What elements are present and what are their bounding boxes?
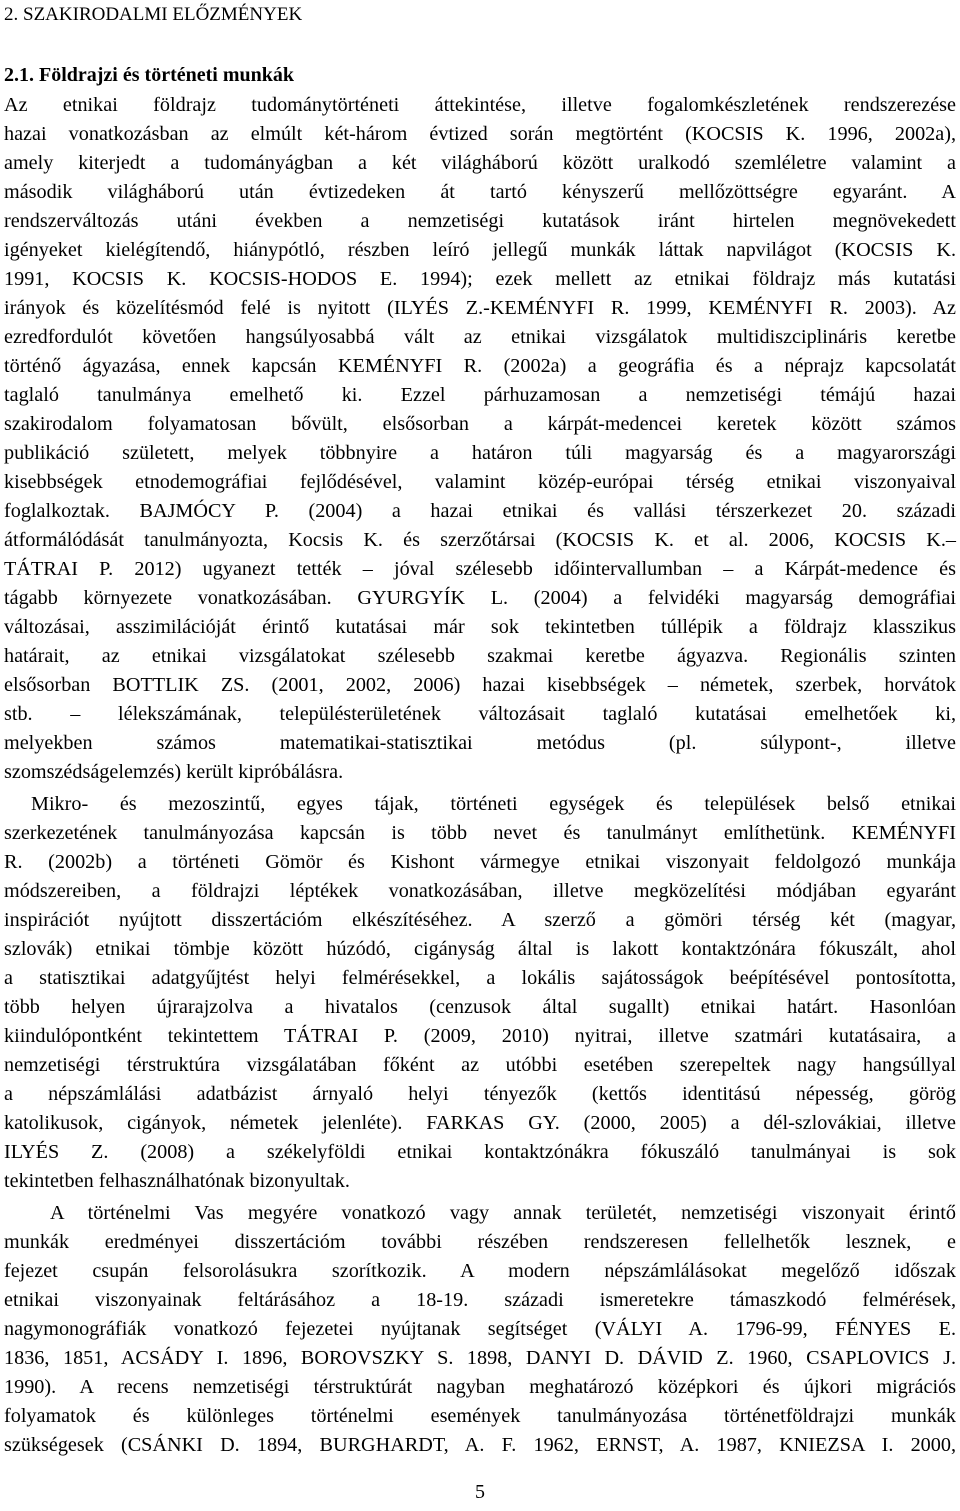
text-line: fejezet csupán felsorolásukra szorítkozik. A modern népszámlálásokat megelőző időszak bbox=[4, 1260, 956, 1282]
text-line: Mikro- és mezoszintű, egyes tájak, történeti egységek és települések belső etnikai bbox=[31, 793, 956, 815]
text-line: ILYÉS Z. (2008) a székelyföldi etnikai kontaktzónákra fókuszáló tanulmányai is sok bbox=[4, 1141, 956, 1163]
page-number: 5 bbox=[475, 1481, 485, 1503]
text-line: stb. – lélekszámának, településterületének változásait taglaló kutatásai emelhetőek ki, bbox=[4, 703, 956, 725]
text-line: etnikai viszonyainak feltárásához a 18-19. századi ismeretekre támaszkodó felmérések, bbox=[4, 1289, 956, 1311]
text-line: határait, az etnikai vizsgálatokat szélesebb szakmai keretbe ágyazva. Regionális szinten bbox=[4, 645, 956, 667]
text-line: elsősorban BOTTLIK ZS. (2001, 2002, 2006) hazai kisebbségek – németek, szerbek, horvátok bbox=[4, 674, 956, 696]
text-line: A történelmi Vas megyére vonatkozó vagy annak területét, nemzetiségi viszonyait érintő bbox=[50, 1202, 956, 1224]
text-line: szükségesek (CSÁNKI D. 1894, BURGHARDT, A. F. 1962, ERNST, A. 1987, KNIEZSA I. 2000, bbox=[4, 1434, 956, 1456]
text-line: átformálódását tanulmányozta, Kocsis K. és szerzőtársai (KOCSIS K. et al. 2006, KOCSIS K.– bbox=[4, 529, 956, 551]
section-heading: 2. SZAKIRODALMI ELŐZMÉNYEK bbox=[4, 4, 303, 25]
text-line: 1990). A recens nemzetiségi térstruktúrát nagyban meghatározó középkori és újkori migrációs bbox=[4, 1376, 956, 1398]
text-line: tágabb környezete vonatkozásában. GYURGYÍK L. (2004) a felvidéki magyarság demográfiai bbox=[4, 587, 956, 609]
text-line: 1836, 1851, ACSÁDY I. 1896, BOROVSZKY S. 1898, DANYI D. DÁVID Z. 1960, CSAPLOVICS J. bbox=[4, 1347, 956, 1369]
text-line: a népszámlálási adatbázist árnyaló helyi tényezők (kettős identitású népesség, görög bbox=[4, 1083, 956, 1105]
text-line: katolikusok, cigányok, németek jelenléte). FARKAS GY. (2000, 2005) a dél-szlovákiai, illetve bbox=[4, 1112, 956, 1134]
text-line: szakirodalom folyamatosan bővült, elsősorban a kárpát-medencei keretek között számos bbox=[4, 413, 956, 435]
text-line: R. (2002b) a történeti Gömör és Kishont vármegye etnikai viszonyait feldolgozó munkája bbox=[4, 851, 956, 873]
text-line: inspirációt nyújtott disszertációm elkészítéséhez. A szerző a gömöri térség két (magyar, bbox=[4, 909, 956, 931]
text-line: történő ágyazása, ennek kapcsán KEMÉNYFI R. (2002a) a geográfia és a néprajz kapcsolatát bbox=[4, 355, 956, 377]
text-line: a statisztikai adatgyűjtést helyi felmérésekkel, a lokális sajátosságok beépítésével pontosította, bbox=[4, 967, 956, 989]
text-line: kisebbségek etnodemográfiai fejlődésével, valamint közép-európai térség etnikai viszonyaival bbox=[4, 471, 956, 493]
subsection-heading: 2.1. Földrajzi és történeti munkák bbox=[4, 64, 294, 86]
text-line: taglaló tanulmánya emelhető ki. Ezzel párhuzamosan a nemzetiségi témájú hazai bbox=[4, 384, 956, 406]
text-line: irányok és közelítésmód felé is nyitott (ILYÉS Z.-KEMÉNYFI R. 1999, KEMÉNYFI R. 2003). Az bbox=[4, 297, 956, 319]
text-line: hazai vonatkozásban az elmúlt két-három évtized során megtörtént (KOCSIS K. 1996, 2002a), bbox=[4, 123, 956, 145]
text-line: TÁTRAI P. 2012) ugyanezt tették – jóval szélesebb időintervallumban – a Kárpát-medence és bbox=[4, 558, 956, 580]
text-line: nemzetiségi térstruktúra vizsgálatában főként az utóbbi esetében szerepeltek nagy hangsúllyal bbox=[4, 1054, 956, 1076]
text-line: ezredfordulót követően hangsúlyosabbá vált az etnikai vizsgálatok multidiszciplináris keretbe bbox=[4, 326, 956, 348]
text-line: második világháború után évtizedeken át tartó kényszerű mellőzöttségre egyaránt. A bbox=[4, 181, 956, 203]
text-line: nagymonográfiák vonatkozó fejezetei nyújtanak segítséget (VÁLYI A. 1796-99, FÉNYES E. bbox=[4, 1318, 956, 1340]
text-line: rendszerváltozás utáni években a nemzetiségi kutatások iránt hirtelen megnövekedett bbox=[4, 210, 956, 232]
text-line: változásai, asszimilációját érintő kutatásai már sok tekintetben túllépik a földrajz klasszikus bbox=[4, 616, 956, 638]
text-line: igényeket kielégítendő, hiánypótló, részben leíró jellegű munkák láttak napvilágot (KOCSIS K. bbox=[4, 239, 956, 261]
text-line: tekintetben felhasználhatónak bizonyultak. bbox=[4, 1170, 350, 1192]
text-line: kiindulópontként tekintettem TÁTRAI P. (2009, 2010) nyitrai, illetve szatmári kutatásaira, a bbox=[4, 1025, 956, 1047]
text-line: foglalkoztak. BAJMÓCY P. (2004) a hazai etnikai és vallási térszerkezet 20. századi bbox=[4, 500, 956, 522]
text-line: folyamatok és különleges történelmi események tanulmányozása történetföldrajzi munkák bbox=[4, 1405, 956, 1427]
text-line: szlovák) etnikai tömbje között húzódó, cigányság által is lakott kontaktzónára fókuszált, ahol bbox=[4, 938, 956, 960]
text-line: publikáció született, melyek többnyire a határon túli magyarság és a magyarországi bbox=[4, 442, 956, 464]
text-line: melyekben számos matematikai-statisztikai metódus (pl. súlypont-, illetve bbox=[4, 732, 956, 754]
text-line: szomszédságelemzés) került kipróbálásra. bbox=[4, 761, 344, 783]
text-line: Az etnikai földrajz tudománytörténeti áttekintése, illetve fogalomkészletének rendszerezése bbox=[4, 94, 956, 116]
text-line: 1991, KOCSIS K. KOCSIS-HODOS E. 1994); ezek mellett az etnikai földrajz más kutatási bbox=[4, 268, 956, 290]
text-line: szerkezetének tanulmányozása kapcsán is több nevet és tanulmányt említhetünk. KEMÉNYFI bbox=[4, 822, 956, 844]
text-line: amely kiterjedt a tudományágban a két világháború között uralkodó szemléletre valamint a bbox=[4, 152, 956, 174]
text-line: több helyen újrarajzolva a hivatalos (cenzusok által sugallt) etnikai határt. Hasonlóan bbox=[4, 996, 956, 1018]
text-line: módszereiben, a földrajzi léptékek vonatkozásában, illetve megközelítési módjában egyaránt bbox=[4, 880, 956, 902]
text-line: munkák eredményei disszertációm további részében rendszeresen fellelhetők lesznek, e bbox=[4, 1231, 956, 1253]
